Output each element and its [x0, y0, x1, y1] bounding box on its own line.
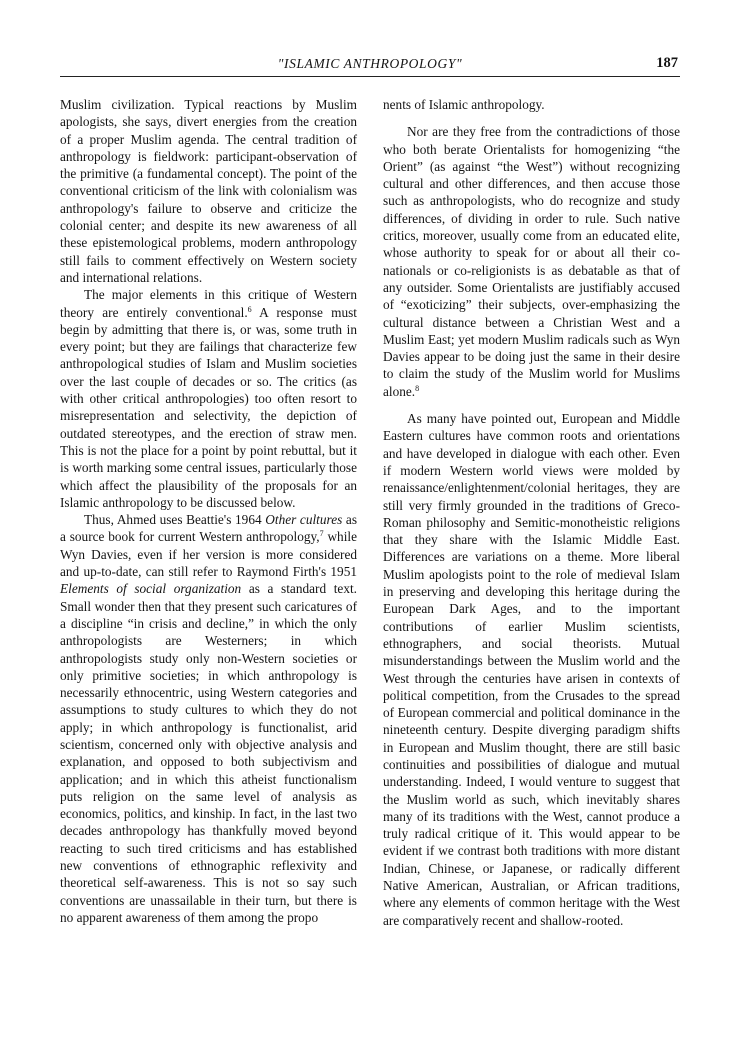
paragraph: As many have pointed out, European and Middle Eastern cultures have common roots and orientations and have developed in dialogue with each other. Even if modern Western world views were molded by renaissance/enlightenment/colonial heritages, they are still very firmly grounded in the traditions of Greco-Roman philosophy and Semitic-monotheistic religions that they share with the Islamic Middle East. Differences are variations on a theme. More liberal Muslim apologists point to the role of medieval Islam in preserving and developing this heritage during the European Dark Ages, and to the important contributions of earlier Muslim scientists, ethnographers, and social theorists. Mutual misunderstandings between the Muslim world and the West through the centuries have arisen in contexts of political competition, from the Crusades to the spread of European commercial and political dominance in the nineteenth century. Despite diverging paradigm shifts in European and Muslim thought, there are still basic continuities and possibilities of dialogue and mutual understanding. Indeed, I would venture to suggest that the Muslim world as such, which inevitably shares many of its traditions with the West, cannot produce a truly radical critique of it. This would appear to be evident if we contrast both traditions with more distant Indian, Chinese, or Japanese, or radically different Native American, Australian, or African traditions, where any elements of common heritage with the West are comparatively recent and shallow-rooted. — [383, 411, 680, 928]
book-title: Elements of social organization — [60, 581, 242, 597]
paragraph-text: The major elements in this critique of Western theory are entirely conventional. — [60, 287, 357, 320]
footnote-marker: 7 — [319, 529, 324, 539]
paragraph — [60, 511, 357, 926]
paragraph — [60, 286, 357, 511]
paragraph: nents of Islamic anthropology. — [383, 97, 545, 112]
running-header — [60, 56, 680, 77]
paragraph-text: as a source book for current Western anthropology, — [60, 512, 357, 545]
book-title: Other cultures — [265, 512, 343, 528]
footnote-marker: 8 — [415, 383, 420, 393]
left-column — [60, 96, 357, 926]
paragraph — [383, 123, 680, 400]
right-column — [383, 96, 680, 929]
paragraph-text: while Wyn Davies, even if her version is more considered and up-to-date, can still refer to Raymond Firth's 1951 — [60, 529, 357, 580]
footnote-marker: 6 — [247, 304, 252, 314]
paragraph-text: as a standard text. Small wonder then that they present such caricatures of a discipline “in crisis and decline,” in which the only anthropologists are Westerners; in which anthropologists study only non-Western societies or only primitive societies; in which anthropology is necessarily ethnocentric, using Western categories and assumptions to study cultures to which they do not apply; in which anthropology is functionalist, arid scientism, concerned only with objective analysis and explanation, and opposed to both subjectivism and application; and in which this atheist functionalism puts religion on the same level of analysis as economics, politics, and kinship. In fact, in the last two decades anthropology has thankfully moved beyond reacting to such tired criticisms and has established new conventions of ethnographic reflexivity and theoretical self-awareness. This is not so say such conventions are unassailable in their turn, but there is no apparent awareness of them among the propo — [60, 581, 357, 925]
paragraph-text: A response must begin by admitting that there is, or was, some truth in every point; but they are failings that characterize few anthropological studies of Islam and Muslim societies over the last couple of decades or so. The critics (as with other critical anthropologies) too often resort to misrepresentation and selectivity, the depiction of outdated stereotypes, and the erection of straw men. This is not the place for a point by point rebuttal, but it is worth marking some central issues, particularly those which affect the plausibility of the proposals for an Islamic anthropology to be discussed below. — [60, 304, 357, 510]
page-number: 187 — [656, 55, 678, 71]
paragraph-text: Thus, Ahmed uses Beattie's 1964 — [84, 512, 266, 528]
paragraph: Muslim civilization. Typical reactions by Muslim apologists, she says, divert energies from the creation of a proper Muslim agenda. The central tradition of anthropology is fieldwork: participant-observation of the primitive (a fundamental concept). The point of the conventional criticism of the link with colonialism was anthropology's failure to observe and criticize the colonial center; and despite its new awareness of all these epistemological problems, modern anthropology still fails to comment effectively on Western society and international relations. — [60, 97, 357, 285]
paragraph-text: Nor are they free from the contradictions of those who both berate Orientalists for homogenizing “the Orient” (as against “the West”) without recognizing cultural and other differences, and then accuse those such as anthropologists, who do recognize and study differences, of dividing in order to rule. Such native critics, moreover, usually come from an educated elite, whose authority to speak for or about all their co-nationals or co-religionists is as debatable as that of any outsider. Some Orientalists are justifiably accused of “exoticizing” their subjects, over-emphasizing the cultural distance between a Christian West and a Muslim East; yet modern Muslim radicals such as Wyn Davies appear to be doing just the same in their desire to claim the study of the Muslim world for Muslims alone. — [383, 124, 680, 399]
running-title: "ISLAMIC ANTHROPOLOGY" — [277, 56, 463, 71]
